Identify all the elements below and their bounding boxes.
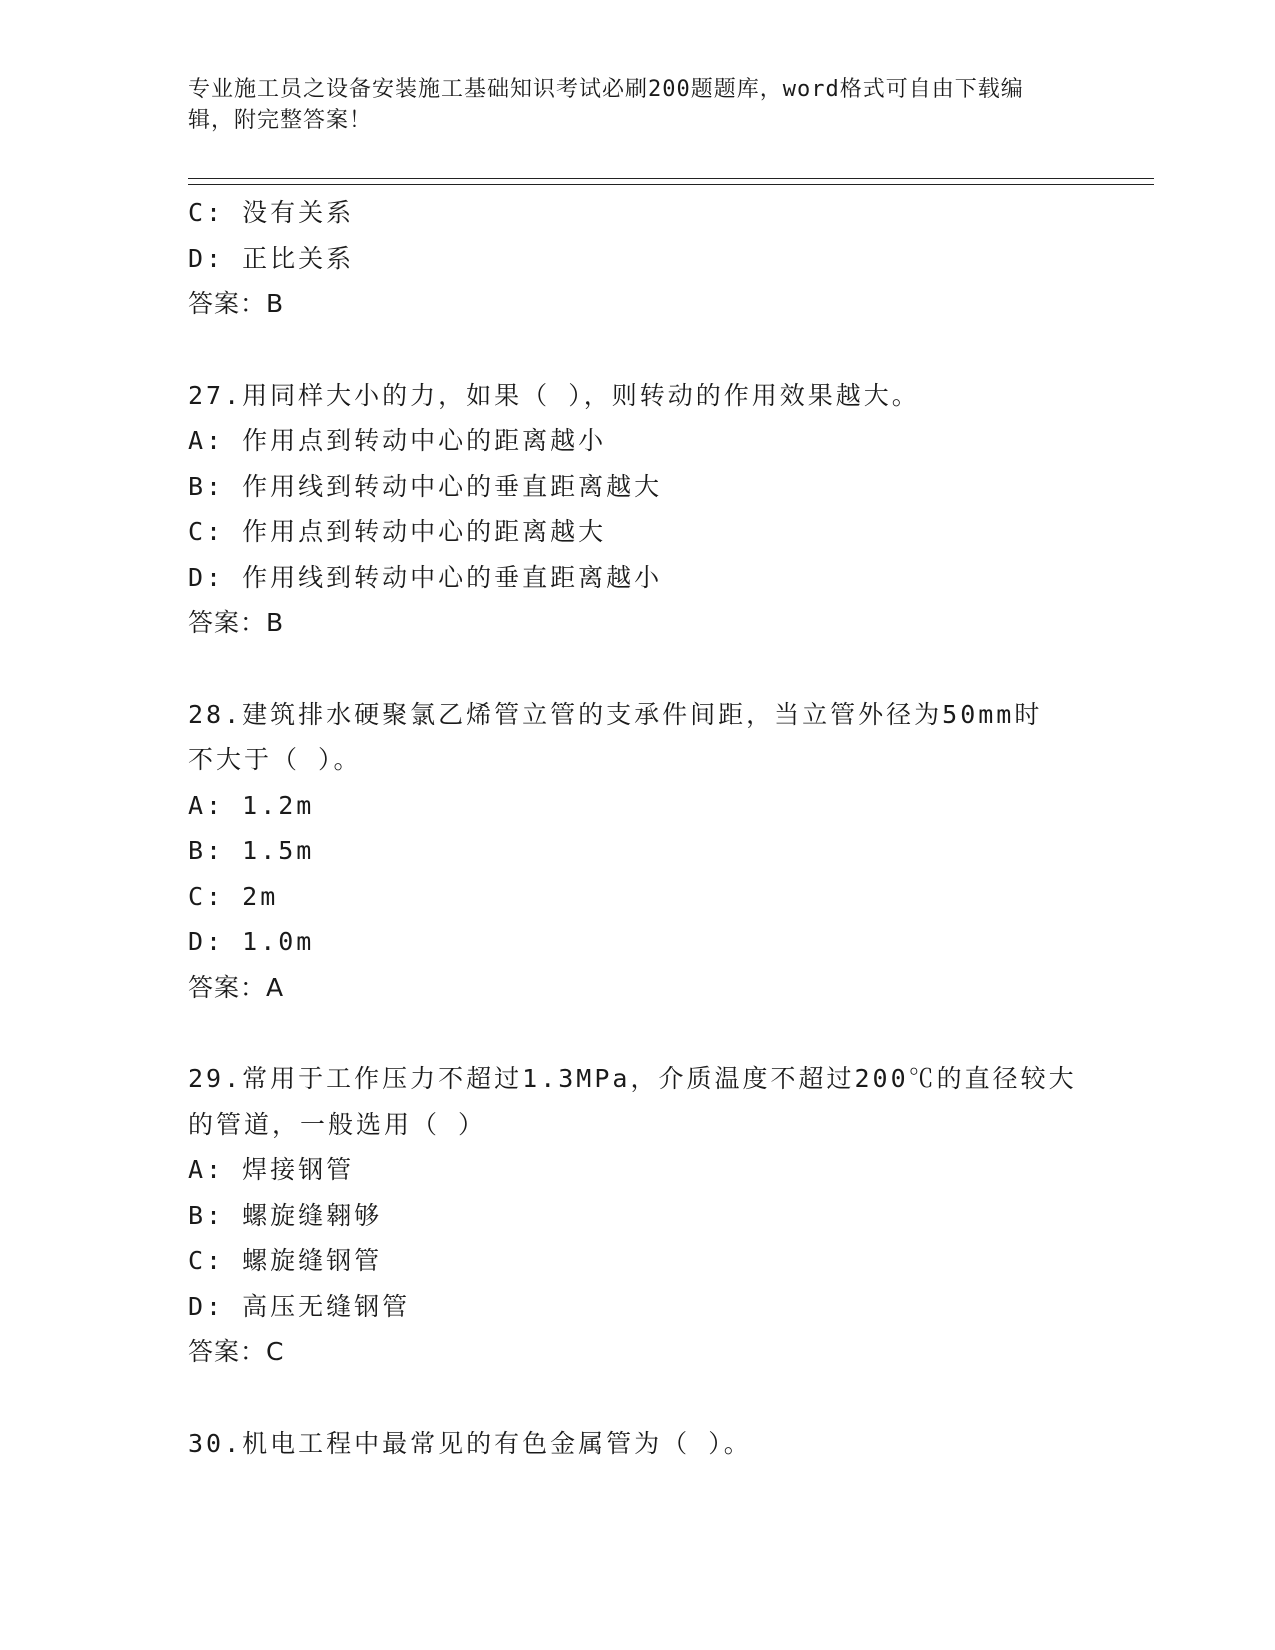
spacer	[188, 1010, 1088, 1056]
question-list	[188, 190, 1088, 1466]
spacer	[188, 646, 1088, 692]
option-a: A: 1.2m	[188, 790, 315, 820]
header-divider-top	[188, 178, 1154, 179]
option-b: B: 1.5m	[188, 836, 315, 865]
answer-line: 答案：A	[188, 972, 285, 1002]
option-a: A: 作用点到转动中心的距离越小	[188, 426, 607, 455]
option-b: B: 螺旋缝翱够	[188, 1200, 383, 1230]
spacer	[188, 327, 1088, 373]
option-a: A: 焊接钢管	[188, 1155, 355, 1184]
question-28-text-line2: 不大于（ ）。	[188, 745, 362, 774]
option-c: C: 没有关系	[188, 198, 355, 227]
option-d: D: 1.0m	[188, 927, 315, 956]
question-27-text: 27.用同样大小的力，如果（ ），则转动的作用效果越大。	[188, 380, 920, 410]
question-29-text-line2: 的管道，一般选用（ ）	[188, 1109, 487, 1139]
question-30-text: 30.机电工程中最常见的有色金属管为（ ）。	[188, 1428, 752, 1458]
answer-line: 答案：B	[188, 289, 285, 318]
header-divider-bottom	[188, 184, 1154, 185]
question-29-text-line1: 29.常用于工作压力不超过1.3MPa，介质温度不超过200℃的直径较大	[188, 1064, 1077, 1093]
answer-line: 答案：C	[188, 1337, 285, 1366]
option-d: D: 正比关系	[188, 243, 355, 273]
option-c: C: 2m	[188, 881, 279, 911]
option-b: B: 作用线到转动中心的垂直距离越大	[188, 471, 663, 501]
option-d: D: 高压无缝钢管	[188, 1291, 411, 1321]
document-header: 专业施工员之设备安装施工基础知识考试必刷200题题库，word格式可自由下载编辑，附完整答案！	[188, 77, 1024, 133]
spacer	[188, 1375, 1088, 1421]
option-d: D: 作用线到转动中心的垂直距离越小	[188, 562, 663, 592]
option-c: C: 作用点到转动中心的距离越大	[188, 517, 607, 546]
question-28-text-line1: 28.建筑排水硬聚氯乙烯管立管的支承件间距，当立管外径为50mm时	[188, 699, 1043, 729]
option-c: C: 螺旋缝钢管	[188, 1246, 383, 1275]
answer-line: 答案：B	[188, 608, 285, 637]
